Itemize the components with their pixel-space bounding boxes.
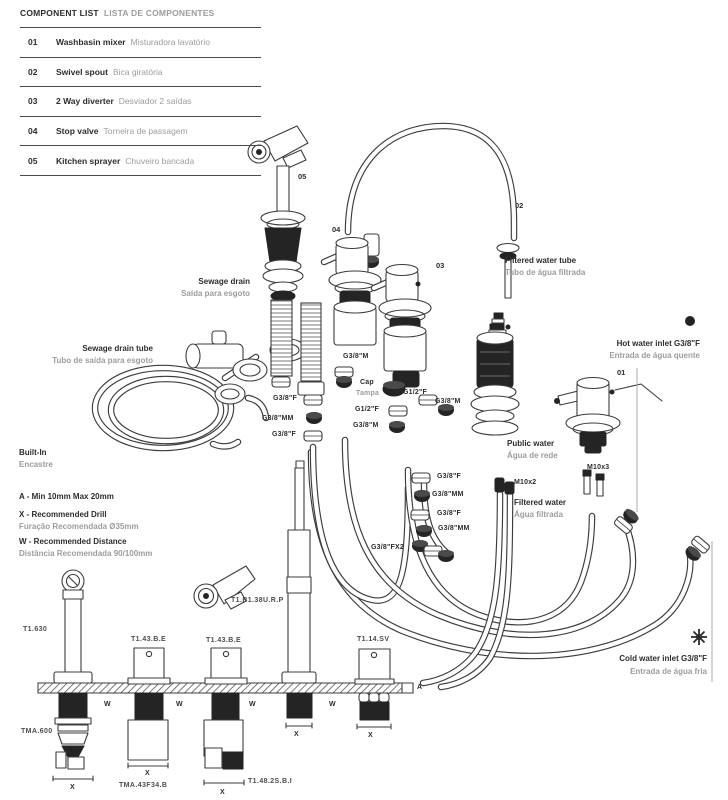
fitting-label: G3/8"M (435, 398, 461, 405)
callout-sewage-tube-en: Sewage drain tube (82, 344, 153, 353)
row-en: Kitchen sprayer (56, 155, 121, 166)
note-a: A - Min 10mm Max 20mm (19, 492, 114, 501)
callout-public-water-pt: Água de rede (507, 451, 558, 460)
fitting-label: G3/8"F (272, 431, 296, 438)
callout-hot-water-en: Hot water inlet G3/8"F (616, 339, 700, 348)
fitting-label: G3/8"F (273, 395, 297, 402)
row-num: 03 (28, 96, 38, 107)
callout-filtered-water-pt: Água filtrada (514, 510, 563, 519)
indicator-dots (416, 282, 695, 394)
row-num: 01 (28, 37, 38, 48)
row-pt: Torneira de passagem (103, 126, 188, 137)
row-pt: Chuveiro bancada (125, 155, 195, 166)
component-list-title (20, 8, 261, 18)
note-w-en: W - Recommended Distance (19, 537, 127, 546)
hot-indicator-dot (686, 317, 695, 326)
fitting-label: M10x3 (587, 464, 610, 471)
product-code: TMA.600 (21, 728, 53, 735)
note-x-pt: Furação Recomendada Ø35mm (19, 522, 139, 531)
cold-snowflake-icon (691, 629, 707, 645)
component-list (20, 8, 261, 176)
fixture-valve-1 (128, 648, 170, 768)
product-code: T1.43.B.E (206, 637, 242, 644)
product-code: T1.B1.38U.R.P (231, 597, 284, 604)
row-en: 2 Way diverter (56, 96, 114, 107)
row-en: Stop valve (56, 126, 99, 137)
fitting-label: M10x2 (514, 479, 537, 486)
callout-built-in-en: Built-In (19, 448, 47, 457)
diverter-assembly (374, 265, 431, 388)
component-row (20, 27, 261, 57)
marker-w: W (249, 701, 256, 708)
fitting-label: G3/8"F (437, 473, 461, 480)
component-row (20, 86, 261, 116)
row-num: 02 (28, 66, 38, 77)
callout-cap-pt: Tampa (356, 390, 380, 397)
callout-cold-water-pt: Entrada de água fria (630, 667, 707, 676)
cartridge-and-washers (471, 313, 519, 435)
row-en: Washbasin mixer (56, 37, 126, 48)
component-row (20, 116, 261, 146)
fitting-label: G3/8"MM (262, 415, 294, 422)
callout-public-water-en: Public water (507, 439, 555, 448)
fitting-label: G3/8"MM (438, 525, 470, 532)
marker-x: X (294, 731, 299, 738)
title-en: COMPONENT LIST (20, 8, 99, 18)
product-code: T1.43.B.E (131, 636, 167, 643)
title-pt: LISTA DE COMPONENTES (103, 8, 215, 18)
swivel-spout (348, 126, 519, 298)
row-pt: Bica giratória (112, 66, 163, 77)
part-number-03: 03 (436, 261, 445, 270)
callout-sewage-tube-pt: Tubo de saída para esgoto (52, 356, 153, 365)
callout-hot-water-pt: Entrada de água quente (609, 351, 700, 360)
fitting-label: G1/2"F (355, 406, 379, 413)
callout-sewage-drain-en: Sewage drain (198, 277, 250, 286)
marker-x: X (145, 770, 150, 777)
fitting-label: G3/8"M (343, 353, 369, 360)
product-code: T1.48.2S.B.I (248, 778, 293, 785)
row-en: Swivel spout (56, 66, 108, 77)
fitting-label: G3/8"MM (432, 491, 464, 498)
fitting-label: G1/2"F (403, 389, 427, 396)
marker-w: W (176, 701, 183, 708)
product-code: T1.630 (23, 626, 48, 633)
fitting-label: G3/8"FX2 (371, 544, 404, 551)
part-number-01: 01 (617, 368, 626, 377)
part-number-05: 05 (298, 172, 307, 181)
product-code: T1.14.SV (357, 636, 390, 643)
callout-cap-en: Cap (360, 379, 374, 386)
callout-built-in-pt: Encastre (19, 460, 53, 469)
callout-sewage-drain-pt: Saída para esgoto (181, 289, 250, 298)
part-number-04: 04 (332, 225, 341, 234)
callout-filtered-water-en: Filtered water (514, 498, 567, 507)
fixture-sprayer-column (53, 570, 93, 781)
component-row (20, 57, 261, 87)
marker-a: A (417, 684, 423, 691)
part-number-02: 02 (515, 201, 524, 210)
marker-x: X (368, 732, 373, 739)
callout-filtered-tube-en: Filtered water tube (505, 256, 577, 265)
row-num: 05 (28, 155, 38, 166)
marker-w: W (329, 701, 336, 708)
callout-cold-water-en: Cold water inlet G3/8"F (619, 654, 707, 663)
callout-filtered-tube-pt: Tubo de água filtrada (505, 268, 586, 277)
note-x-en: X - Recommended Drill (19, 510, 107, 519)
marker-x: X (70, 784, 75, 791)
cap-part (383, 381, 405, 396)
fitting-label: G3/8"F (437, 510, 461, 517)
product-code: TMA.43F34.B (119, 782, 168, 789)
row-pt: Misturadora lavatório (130, 37, 210, 48)
marker-w: W (104, 701, 111, 708)
marker-x: X (220, 789, 225, 796)
note-w-pt: Distância Recomendada 90/100mm (19, 549, 153, 558)
row-pt: Desviador 2 saídas (118, 96, 192, 107)
row-num: 04 (28, 126, 38, 137)
component-row (20, 145, 261, 176)
fitting-label: G3/8"M (353, 422, 379, 429)
